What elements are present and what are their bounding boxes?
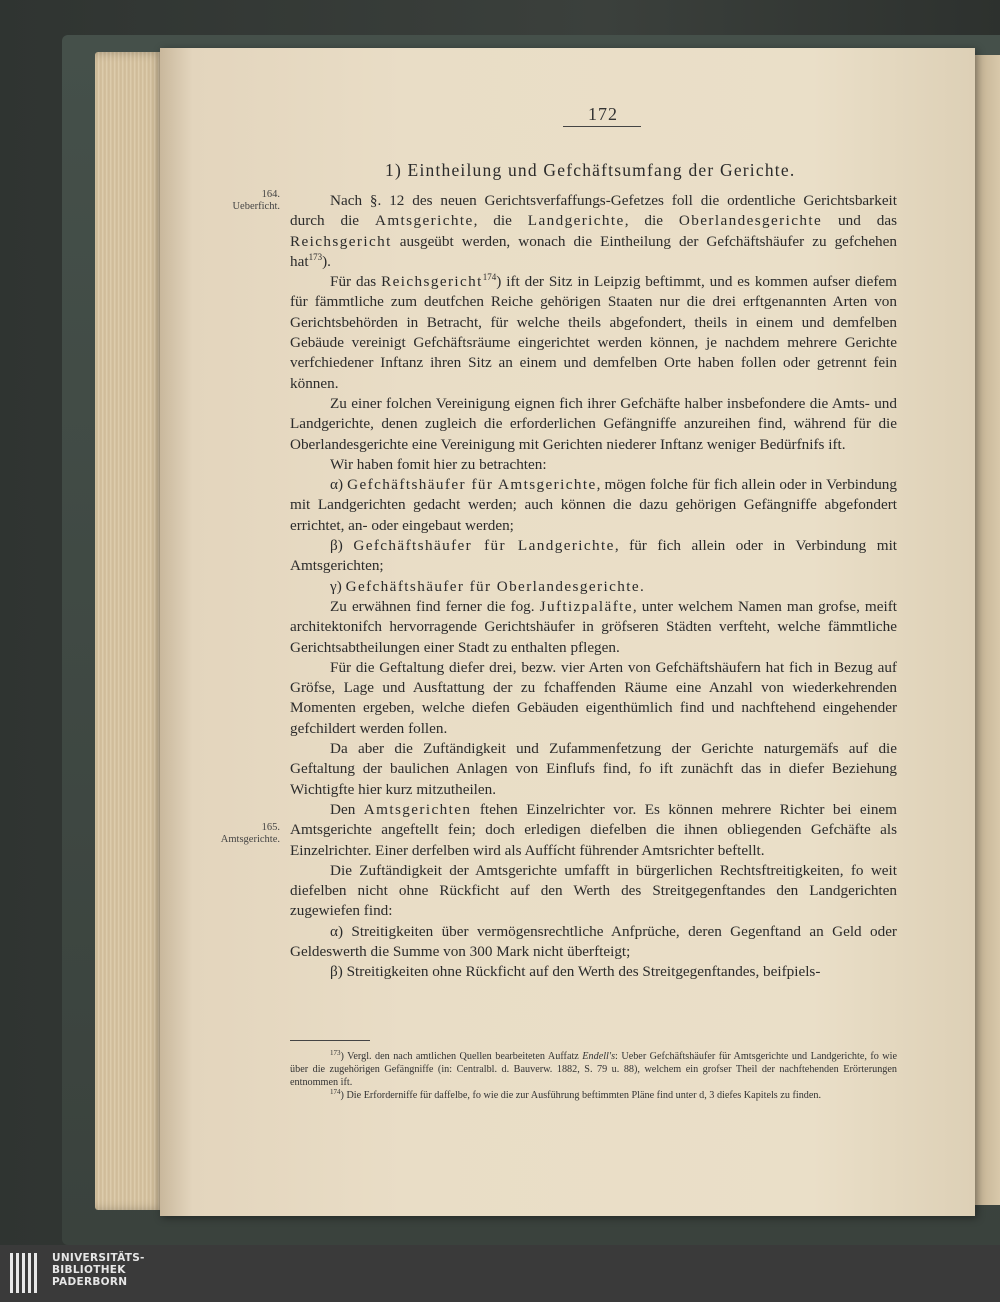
list-marker: β) — [330, 537, 343, 555]
footnotes — [290, 1050, 897, 1102]
text-run: Streitigkeiten ohne Rückficht auf den Werth des Streitgegenftandes, beifpiels- — [342, 963, 821, 981]
margin-note-165 — [190, 822, 280, 846]
list-marker: α) — [330, 922, 344, 940]
page-number: 172 — [588, 104, 618, 124]
page-number-rule — [563, 126, 641, 127]
text-run: ftehen Einzelrichter vor. Es können mehrere Richter bei einem Amtsgerichte angeftellt fein; doch erledigen diefelben die ihnen obliegenden Gefchäfte als Einzelrichter. Einer derfelben wird als Auffícht führender Amtsrichter beftellt. — [290, 800, 897, 859]
text-run: ). — [322, 252, 331, 270]
footnote-ref-174: 174 — [482, 272, 497, 283]
footnote-173 — [290, 1050, 897, 1089]
page-edges — [95, 52, 165, 1210]
footnote-174 — [290, 1089, 897, 1102]
text-run: , unter welchem Namen man grofse, meift architektonifch hervorragende Gerichtshäufer in gröfseren Städten verfteht, welche fämmtliche Gerichtsabtheilungen einer Stadt zu enthalten pflegen. — [290, 597, 897, 656]
text-run: ausgeübt werden, wonach die Eintheilung der Gefchäftshäufer zu gefchehen hat — [290, 232, 897, 270]
list-item-title: Gefchäftshäufer für Oberlandesgerichte — [345, 577, 640, 595]
paragraph-4: Wir haben fomit hier zu betrachten: — [330, 455, 547, 473]
text-run: , mögen folche für fich allein oder in Verbindung mit Landgerichten gedacht werden; auch können die dazu gehörigen Gefängniffe abgefondert errichtet, an- oder eingebaut werden; — [290, 476, 897, 534]
term-reichsgericht: Reichsgericht — [290, 232, 392, 250]
library-footer — [0, 1245, 1000, 1302]
paragraph-12: Die Zuftändigkeit der Amtsgerichte umfafft in bürgerlichen Rechtsftreitigkeiten, fo weit diefelben nicht ohne Rückficht auf den Werth des Streitgegenftandes den Landgerichten zugewiefen find: — [290, 861, 897, 920]
paragraph-1 — [290, 191, 897, 272]
footnote-number: 174 — [330, 1088, 341, 1096]
text-run: Für das — [330, 273, 382, 291]
term-reichsgericht: Reichsgericht — [381, 273, 483, 291]
list-item-title: Gefchäftshäufer für Landgerichte — [353, 537, 615, 555]
library-name-line: PADERBORN — [52, 1276, 128, 1288]
paragraph-2 — [290, 272, 897, 394]
text-run: : Ueber Gefchäftshäufer für Amtsgerichte und Landgerichte, fo wie über die zugehörigen Gefängniffe (in: Centralbl. d. Bauverw. 1882, S. 79 u. 88), welchem ein grofser Theil der nachftehenden Erörterungen entnommen ift. — [290, 1051, 897, 1088]
list-marker: γ) — [330, 577, 342, 595]
term-amtsgerichte: Amtsgerichte — [374, 212, 474, 230]
footnote-number: 173 — [330, 1049, 341, 1057]
text-run: Zu erwähnen find ferner die fog. — [330, 597, 540, 615]
footnote-author: Endell's — [582, 1051, 616, 1062]
margin-note-number: 165. — [261, 822, 280, 833]
term-oberlandesgerichte: Oberlandesgerichte — [678, 212, 823, 230]
term-justizpalaeste: Juftizpaläfte — [539, 597, 633, 615]
paragraph-11 — [290, 800, 897, 861]
margin-note-label: Amtsgerichte. — [220, 834, 280, 845]
text-run: . — [639, 577, 644, 595]
paragraph-9: Für die Geftaltung diefer drei, bezw. vier Arten von Gefchäftshäufern hat fich in Bezug auf Gröfse, Lage und Ausftattung der zu fchaffenden Räume eine Anzahl von wiederkehrenden Momenten ergeben, welche diefen Gebäuden eigenthümlich find und nachftehend eingehender gefchildert werden follen. — [290, 658, 897, 737]
footnote-rule — [290, 1040, 370, 1041]
text-run: , für fich allein oder in Verbindung mit Amtsgerichten; — [290, 537, 898, 575]
text-run: und das — [822, 212, 897, 230]
text-run: , die — [473, 212, 528, 230]
term-amtsgerichten: Amtsgerichten — [363, 800, 472, 818]
text-run: , die — [624, 212, 679, 230]
text-run: Den — [330, 800, 364, 818]
list-item-alpha — [290, 475, 897, 536]
section-title: 1) Eintheilung und Gefchäftsumfang der Gerichte. — [385, 160, 796, 180]
footnote-ref-173: 173 — [308, 251, 323, 262]
text-run: Nach §. 12 des neuen Gerichtsverfaffungs-Gefetzes foll die ordentliche Gerichtsbarkeit durch die — [290, 192, 897, 230]
list-marker: β) — [330, 963, 343, 981]
list-item-title: Gefchäftshäufer für Amtsgerichte — [347, 476, 597, 494]
next-page-edge — [972, 55, 1000, 1205]
body-text — [290, 191, 897, 983]
paragraph-8 — [290, 597, 897, 658]
margin-note-label: Ueberficht. — [232, 201, 280, 212]
library-logo-icon — [10, 1253, 46, 1293]
list-item-beta-2 — [290, 962, 897, 982]
list-marker: α) — [330, 476, 344, 494]
text-run: ) ift der Sitz in Leipzig beftimmt, und es kommen aufser diefem für fämmtliche zum deutfchen Reiche gehörigen Staaten nur die drei erftgenannten Arten von Gerichtsbehörden in Betracht, für welche theils abgefondert, theils in einem und demfelben Gebäude vereinigt Gefchäftsräume eingerichtet werden können, je nachdem mehrere Gerichte verfchiedener Inftanz ihren Sitz an einem und demfelben Orte haben follen oder getrennt fein können. — [290, 273, 897, 392]
margin-note-164 — [190, 189, 280, 213]
paragraph-10: Da aber die Zuftändigkeit und Zufammenfetzung der Gerichte naturgemäfs auf die Geftaltung der baulichen Anlagen von Einflufs find, fo ift zunächft das in diefer Beziehung Wichtigfte hier kurz mitzutheilen. — [290, 740, 897, 798]
text-run: Streitigkeiten über vermögensrechtliche Anfprüche, deren Gegenftand an Geld oder Geldeswerth die Summe von 300 Mark nicht überfteigt; — [290, 922, 897, 960]
library-name-line: UNIVERSITÄTS- — [52, 1252, 145, 1264]
list-item-beta — [290, 536, 897, 577]
paragraph-3: Zu einer folchen Vereinigung eignen fich ihrer Gefchäfte halber insbefondere die Amts- und Landgerichte, denen zugleich die erforderlichen Gefängniffe anzureihen find, während für die Oberlandesgerichte eine Vereinigung mit Gerichten niederer Inftanz weniger Bedürfnifs ift. — [290, 394, 897, 453]
text-run: ) Die Erforderniffe für daffelbe, fo wie die zur Ausführung beftimmten Pläne find unter d, 3 diefes Kapitels zu finden. — [340, 1090, 822, 1101]
list-item-gamma — [290, 577, 897, 597]
library-name — [52, 1252, 145, 1288]
margin-note-number: 164. — [261, 189, 280, 200]
list-item-alpha-2 — [290, 922, 897, 963]
term-landgerichte: Landgerichte — [527, 212, 625, 230]
library-name-line: BIBLIOTHEK — [52, 1264, 126, 1276]
text-run: ) Vergl. den nach amtlichen Quellen bearbeiteten Auffatz — [340, 1051, 583, 1062]
